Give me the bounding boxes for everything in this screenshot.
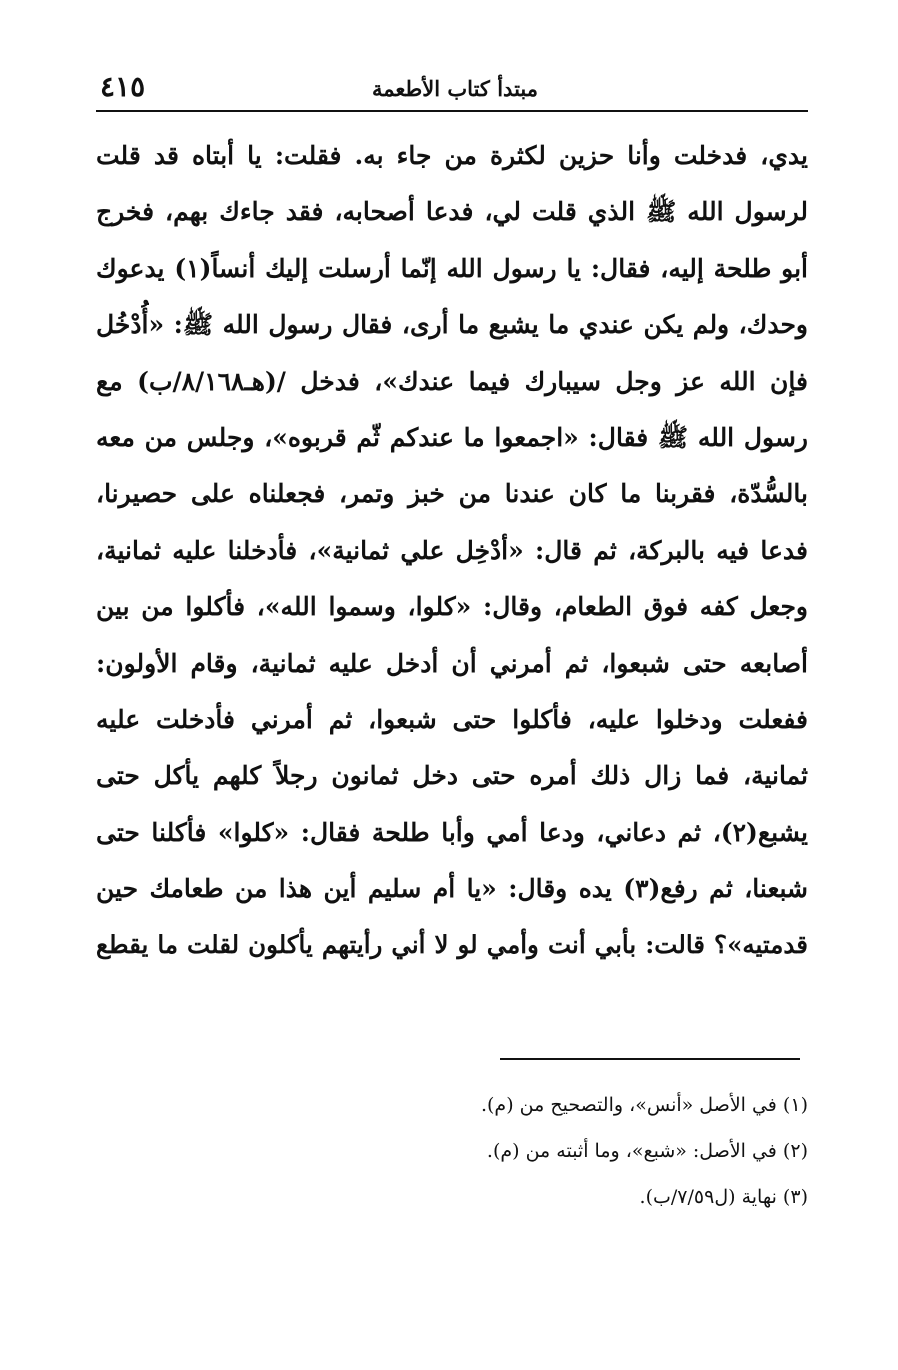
text-line: فدعا فيه بالبركة، ثم قال: «أدْخِل علي ثمانية»، فأدخلنا عليه ثمانية، [96, 535, 808, 565]
text-line: شبعنا، ثم رفع(٣) يده وقال: «يا أم سليم أين هذا من طعامك حين [96, 874, 808, 904]
running-header [96, 70, 808, 114]
page-number: ٤١٥ [100, 70, 146, 103]
text-line: وحدك، ولم يكن عندي ما يشبع ما أرى، فقال رسول الله ﷺ: «أُدْخُل [96, 310, 808, 340]
main-text [96, 128, 808, 974]
text-line: يدي، فدخلت وأنا حزين لكثرة من جاء به. فقلت: يا أبتاه قد قلت [96, 141, 808, 170]
text-line: قدمتيه»؟ قالت: بأبي أنت وأمي لو لا أني رأيتهم يأكلون لقلت ما يقطع [96, 930, 808, 960]
header-rule [96, 110, 808, 112]
footnote-separator [500, 1058, 800, 1060]
running-header-title: مبتدأ كتاب الأطعمة [372, 76, 538, 101]
footnote-1: (١) في الأصل «أنس»، والتصحيح من (م). [480, 1094, 808, 1116]
text-line: أصابعه حتى شبعوا، ثم أمرني أن أدخل عليه ثمانية، وقام الأولون: [96, 648, 808, 678]
text-line: لرسول الله ﷺ الذي قلت لي، فدعا أصحابه، فقد جاءك بهم، فخرج [96, 197, 808, 227]
text-line: ثمانية، فما زال ذلك أمره حتى دخل ثمانون رجلاً كلهم يأكل حتى [96, 761, 808, 791]
footnote-2: (٢) في الأصل: «شبع»، وما أثبته من (م). [486, 1140, 808, 1162]
footnote-3: (٣) نهاية (ل٧/٥٩/ب). [639, 1186, 808, 1208]
text-line: بالسُّدّة، فقربنا ما كان عندنا من خبز وتمر، فجعلناه على حصيرنا، [96, 479, 808, 509]
text-line: يشبع(٢)، ثم دعاني، ودعا أمي وأبا طلحة فقال: «كلوا» فأكلنا حتى [96, 817, 808, 847]
text-line: رسول الله ﷺ فقال: «اجمعوا ما عندكم ثّم قربوه»، وجلس من معه [96, 422, 808, 452]
footnotes [96, 1082, 808, 1220]
text-line: ففعلت ودخلوا عليه، فأكلوا حتى شبعوا، ثم أمرني فأدخلت عليه [96, 704, 808, 734]
text-line: وجعل كفه فوق الطعام، وقال: «كلوا، وسموا الله»، فأكلوا من بين [96, 592, 808, 622]
text-line: فإن الله عز وجل سيبارك فيما عندك»، فدخل /(هـ٨/١٦٨/ب) مع [96, 366, 808, 396]
text-line: أبو طلحة إليه، فقال: يا رسول الله إنّما أرسلت إليك أنساً(١) يدعوك [96, 253, 808, 283]
